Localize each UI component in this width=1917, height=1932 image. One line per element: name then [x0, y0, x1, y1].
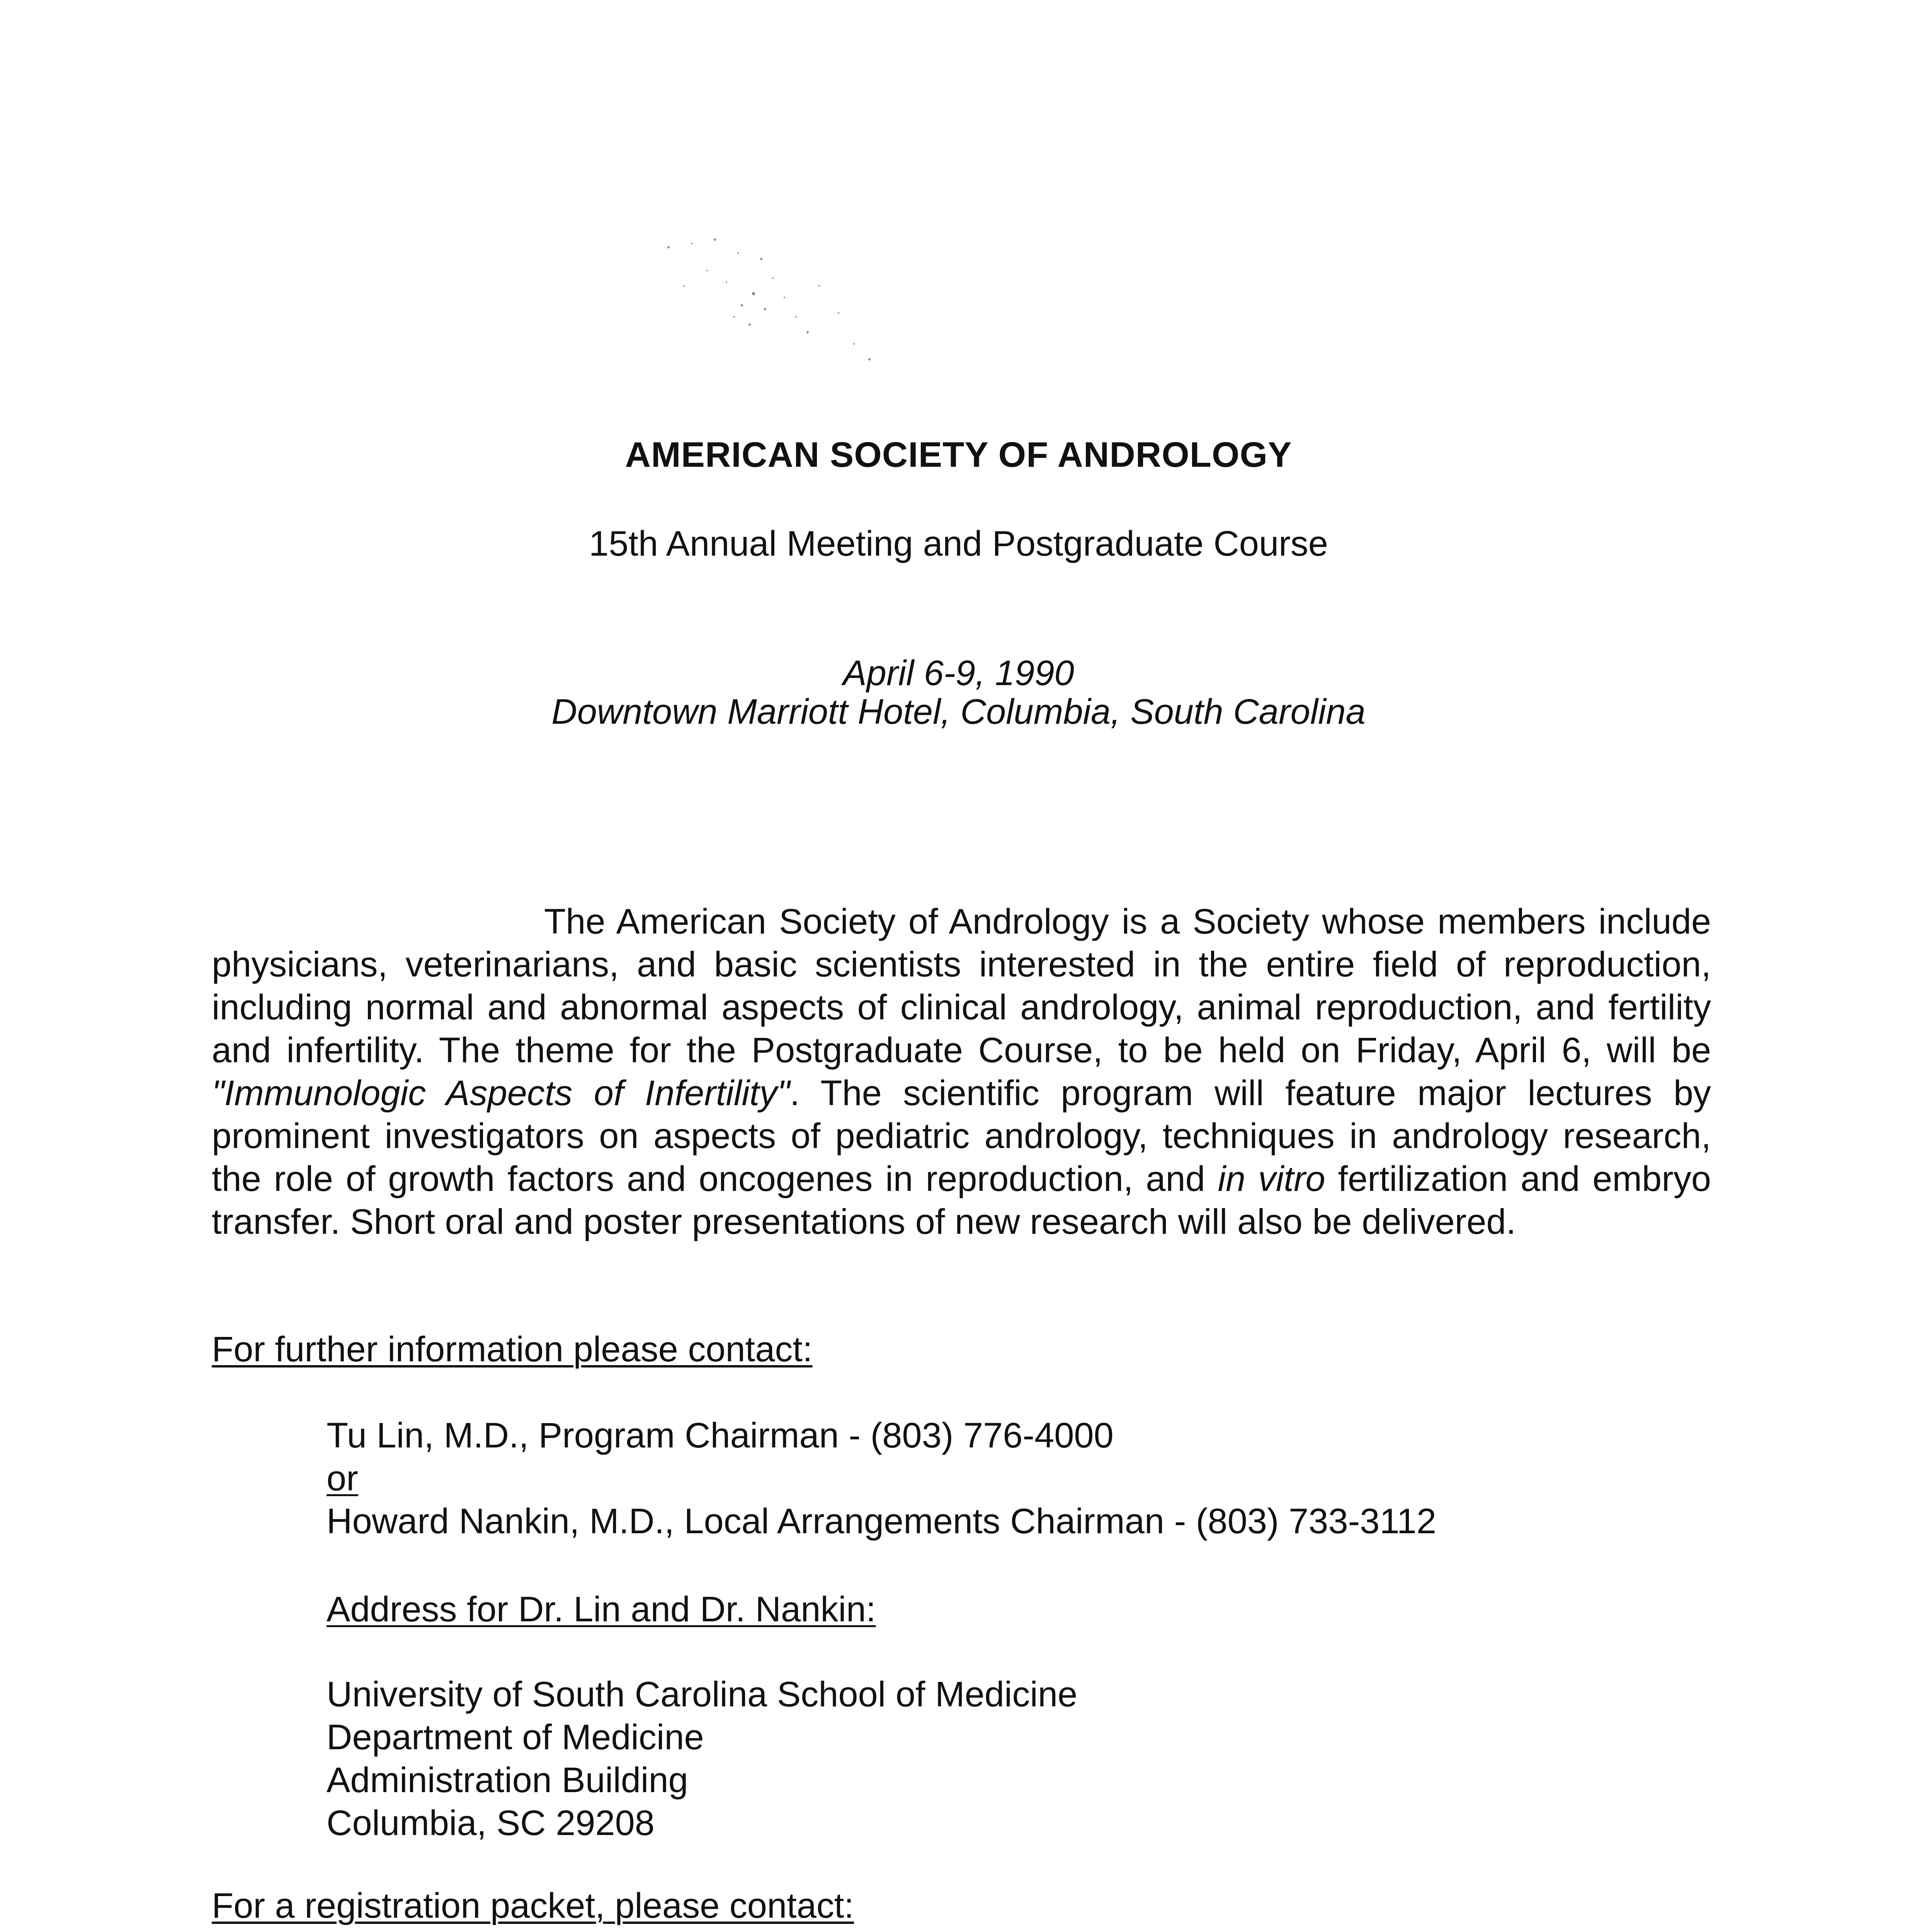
- intro-paragraph: [212, 900, 1711, 1243]
- organization-title: AMERICAN SOCIETY OF ANDROLOGY: [625, 435, 1292, 474]
- address-line: Administration Building: [327, 1760, 688, 1800]
- course-theme: "Immunologic Aspects of Infertility": [212, 1073, 790, 1113]
- contact-program-chairman: Tu Lin, M.D., Program Chairman - (803) 776-4000: [327, 1416, 1114, 1455]
- contacts-block: [327, 1414, 1436, 1543]
- intro-text-part-3: fertilization and embryo transfer. Short oral and poster presentations of new research will also be delivered.: [212, 1159, 1711, 1242]
- in-vitro-term: in vitro: [1218, 1159, 1325, 1199]
- address-heading: Address for Dr. Lin and Dr. Nankin:: [327, 1590, 876, 1629]
- intro-text-part-2: . The scientific program will feature major lectures by prominent investigators on aspects of pediatric andrology, techniques in andrology research, the role of growth factors and oncogenes in reproduction, and: [212, 1073, 1711, 1199]
- contact-local-arrangements-chairman: Howard Nankin, M.D., Local Arrangements Chairman - (803) 733-3112: [327, 1502, 1437, 1541]
- intro-text-part-1: The American Society of Andrology is a Society whose members include physicians, veterinarians, and basic scientists interested in the entire field of reproduction, including normal and abnormal aspects of clinical andrology, animal reproduction, and fertility and infertility. The theme for the Postgraduate Course, to be held on Friday, April 6, will be: [212, 902, 1711, 1070]
- address-line: Columbia, SC 29208: [327, 1803, 655, 1843]
- scan-speckle-marks: [638, 216, 889, 379]
- meeting-venue: Downtown Marriott Hotel, Columbia, South Carolina: [551, 692, 1366, 731]
- further-info-heading: For further information please contact:: [212, 1330, 813, 1369]
- meeting-dates: April 6-9, 1990: [843, 653, 1074, 693]
- contact-separator: or: [327, 1459, 358, 1498]
- registration-heading: For a registration packet, please contact:: [212, 1886, 854, 1925]
- address-line: Department of Medicine: [327, 1718, 704, 1757]
- address-block: [327, 1673, 1077, 1845]
- meeting-title: 15th Annual Meeting and Postgraduate Course: [589, 524, 1328, 563]
- address-line: University of South Carolina School of Medicine: [327, 1675, 1078, 1714]
- address-heading-block: [327, 1588, 876, 1631]
